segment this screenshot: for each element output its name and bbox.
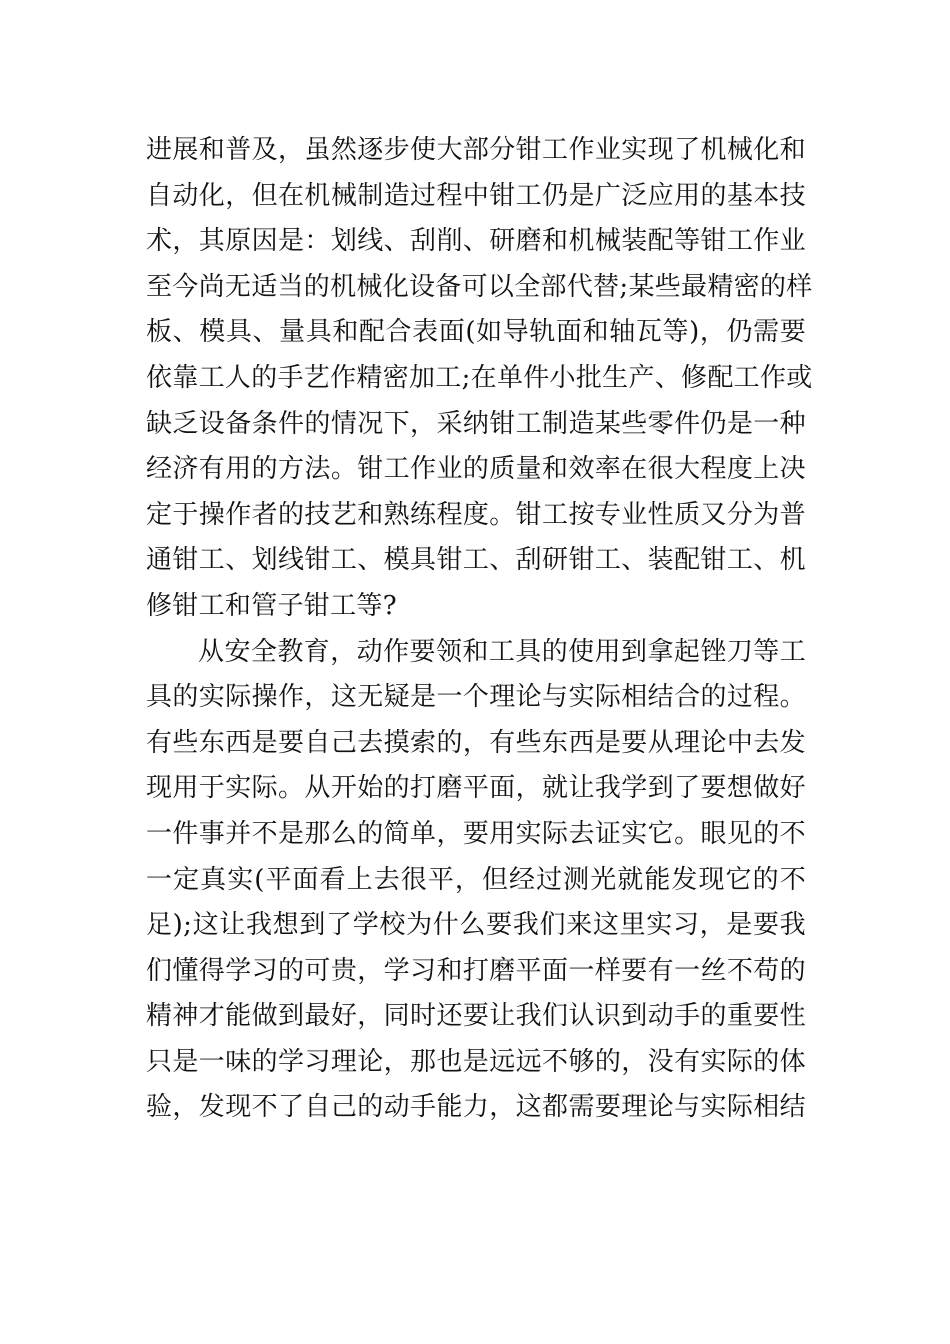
text-line: 们懂得学习的可贵，学习和打磨平面一样要有一丝不苟的 [146, 955, 806, 986]
text-line: 缺乏设备条件的情况下，采纳钳工制造某些零件仍是一种 [146, 408, 806, 439]
text-line: 一件事并不是那么的简单，要用实际去证实它。眼见的不 [146, 818, 806, 849]
text-line: 有些东西是要自己去摸索的，有些东西是要从理论中去发 [146, 727, 806, 758]
text-line: 验，发现不了自己的动手能力，这都需要理论与实际相结 [146, 1092, 806, 1123]
text-line: 精神才能做到最好，同时还要让我们认识到动手的重要性 [146, 1001, 806, 1032]
paragraph-1 [146, 128, 813, 630]
text-line: 经济有用的方法。钳工作业的质量和效率在很大程度上决 [146, 454, 806, 485]
text-line: 从安全教育，动作要领和工具的使用到拿起锉刀等工 [198, 636, 806, 667]
text-line: 具的实际操作，这无疑是一个理论与实际相结合的过程。 [146, 682, 806, 713]
text-line: 修钳工和管子钳工等? [146, 590, 397, 621]
text-line: 进展和普及，虽然逐步使大部分钳工作业实现了机械化和 [146, 135, 806, 165]
text-line: 至今尚无适当的机械化设备可以全部代替;某些最精密的样 [146, 271, 813, 302]
text-line: 自动化，但在机械制造过程中钳工仍是广泛应用的基本技 [146, 180, 806, 211]
paragraph-2 [146, 630, 806, 1132]
text-line: 依靠工人的手艺作精密加工;在单件小批生产、修配工作或 [146, 362, 813, 393]
text-line: 通钳工、划线钳工、模具钳工、刮研钳工、装配钳工、机 [146, 545, 806, 576]
text-line: 现用于实际。从开始的打磨平面，就让我学到了要想做好 [146, 773, 806, 804]
text-line: 板、模具、量具和配合表面(如导轨面和轴瓦等)，仍需要 [146, 317, 806, 348]
body-text [146, 128, 813, 1131]
text-line: 定于操作者的技艺和熟练程度。钳工按专业性质又分为普 [146, 499, 806, 530]
text-line: 足);这让我想到了学校为什么要我们来这里实习，是要我 [146, 910, 806, 941]
text-line: 术，其原因是：划线、刮削、研磨和机械装配等钳工作业 [146, 226, 806, 257]
text-line: 只是一味的学习理论，那也是远远不够的，没有实际的体 [146, 1046, 806, 1077]
text-line: 一定真实(平面看上去很平，但经过测光就能发现它的不 [146, 864, 806, 895]
